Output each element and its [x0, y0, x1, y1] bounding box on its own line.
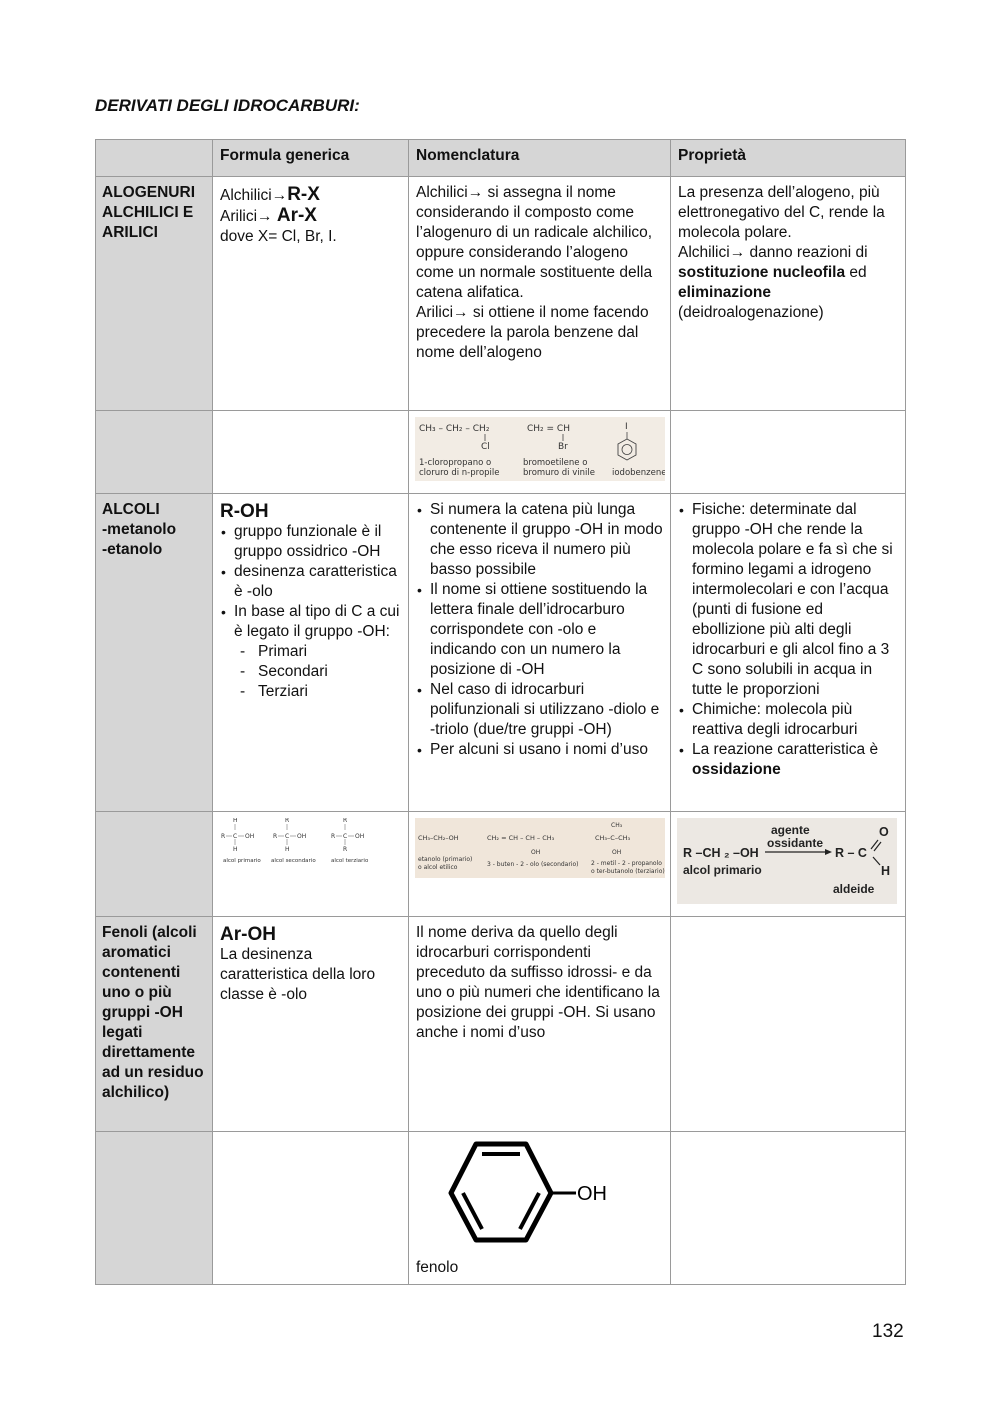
prop-alchilici-label: Alchilici	[678, 244, 730, 261]
ox-product-name: aldeide	[833, 882, 875, 896]
label-alcol-secondario: alcol secondario	[271, 858, 316, 864]
benzene-ring-icon	[451, 1144, 551, 1240]
proprieta-item: • Fisiche: determinate dal gruppo -OH che rende la molecola polare e fa sì che si formino legami a idrogeno intermolecolari e con l’acqua (punti di fusione ed ebollizione più alti degli idrocarburi e gli alcol fino a 3 C sono solubili in acqua in tutte le proporzioni	[692, 500, 898, 700]
ex-cloropropano-name1: 1-cloropropano o	[419, 458, 492, 468]
ex-metilpropanolo-top: CH₃	[611, 822, 623, 829]
alcoli-nomenclatura-image	[409, 812, 671, 917]
row-alogenuri-examples	[96, 411, 906, 494]
arilici-label: Arilici	[220, 208, 258, 225]
svg-text:C: C	[343, 833, 348, 840]
proprieta-last-text: La reazione caratteristica è	[692, 741, 879, 758]
nom-arilici-text: si ottiene il nome facendo precedere la parola benzene dal nome dell’alogeno	[416, 304, 649, 361]
formula-roh: R-OH	[220, 501, 269, 522]
alogenuri-examples-image	[409, 411, 671, 494]
formula-item: • In base al tipo di C a cui è legato il gruppo -OH:	[234, 602, 401, 642]
svg-text:H: H	[285, 846, 290, 853]
nomenclatura-item: • Il nome si ottiene sostituendo la lettera finale dell’idrocarburo corrispondete con -olo e indicando con un numero la posizione di -OH	[430, 580, 663, 680]
formula-aroh: Ar-OH	[220, 924, 276, 945]
ex-cloropropano-name2: cloruro di n-propile	[419, 468, 500, 478]
row-alcoli-examples	[96, 812, 906, 917]
tipo-primari: - Primari	[258, 642, 401, 662]
proprieta-item: • Chimiche: molecola più reattiva degli idrocarburi	[692, 700, 898, 740]
ox-reactant: R –CH ₂ –OH	[683, 846, 759, 860]
ex-bromoetilene-name2: bromuro di vinile	[523, 468, 595, 478]
formula-alogenuri	[213, 177, 409, 411]
arrow-icon: →	[271, 187, 288, 204]
svg-text:R: R	[221, 833, 226, 840]
proprieta-fenoli	[671, 917, 906, 1132]
header-proprieta: Proprietà	[671, 140, 906, 177]
nomenclatura-alogenuri	[409, 177, 671, 411]
svg-text:OH: OH	[355, 833, 365, 840]
header-empty	[96, 140, 213, 177]
formula-fenoli-text: La desinenza caratteristica della loro classe è -olo	[220, 946, 376, 1003]
nomenclatura-item: • Nel caso di idrocarburi polifunzionali si utilizzano -diolo e -triolo (due/tre gruppi -OH)	[430, 680, 663, 740]
proprieta-empty	[671, 411, 906, 494]
alcoli-structures-image	[213, 812, 409, 917]
page-title: DERIVATI DEGLI IDROCARBURI:	[95, 96, 360, 115]
ex-cloropropano-sub: Cl	[481, 442, 490, 452]
prop-sostituzione: sostituzione nucleofila	[678, 264, 846, 281]
nom-arilici-label: Arilici	[416, 304, 454, 321]
tipo-secondari: - Secondari	[258, 662, 401, 682]
svg-text:OH: OH	[297, 833, 307, 840]
proprieta-item	[692, 740, 898, 780]
svg-text:R: R	[343, 846, 348, 853]
prop-text: danno reazioni di	[745, 244, 868, 261]
ex-metilpropanolo-name1: 2 - metil - 2 - propanolo	[591, 860, 662, 867]
alcoli-ossidazione-image	[671, 812, 906, 917]
fenolo-example	[409, 1132, 671, 1285]
tipo-terziari: - Terziari	[258, 682, 401, 702]
svg-text:C: C	[285, 833, 290, 840]
nom-alchilici-text: si assegna il nome considerando il composto come l’alogenuro di un radicale alchilico, oppure considerando l’alogeno come un normale sostituente della catena alifatica.	[416, 184, 653, 301]
ossidazione-figure	[677, 818, 897, 904]
arrow-icon: →	[467, 184, 484, 201]
formula-arx: Ar-X	[276, 205, 317, 226]
row-alcoli	[96, 494, 906, 812]
nom-alchilici-label: Alchilici	[416, 184, 468, 201]
alcoli-nomenclatura-figure	[415, 818, 665, 878]
ox-product: R – C	[835, 846, 867, 860]
ex-etanolo-formula: CH₃–CH₂–OH	[418, 834, 459, 842]
formula-empty	[213, 411, 409, 494]
svg-text:OH: OH	[245, 833, 255, 840]
formula-fenoli	[213, 917, 409, 1132]
ox-reactant-name: alcol primario	[683, 863, 762, 877]
svg-text:R: R	[273, 833, 278, 840]
ex-metilpropanolo-formula: CH₃–C–CH₃	[595, 834, 631, 842]
ox-product-h: H	[881, 864, 891, 878]
fenolo-name: fenolo	[416, 1259, 459, 1276]
label-alcol-primario: alcol primario	[223, 858, 261, 864]
ex-etanolo-name1: etanolo (primario)	[418, 856, 473, 863]
nomenclatura-item: • Per alcuni si usano i nomi d’uso	[430, 740, 663, 760]
derivatives-table	[95, 139, 906, 1285]
page-number: 132	[872, 1321, 904, 1342]
header-row	[96, 140, 906, 177]
nomenclatura-alcoli	[409, 494, 671, 812]
prop-ed: ed	[845, 264, 867, 281]
ex-bromoetilene-formula: CH₂ = CH	[527, 424, 570, 434]
ex-butenolo-name: 3 - buten - 2 - olo (secondario)	[487, 861, 579, 868]
ex-iodobenzene-name: iodobenzene	[612, 468, 665, 478]
row-label-empty	[96, 411, 213, 494]
prop-eliminazione: eliminazione	[678, 284, 772, 301]
alchilici-label: Alchilici	[220, 187, 272, 204]
ex-etanolo-name2: o alcol etilico	[418, 864, 458, 871]
label-alcol-terziario: alcol terziario	[331, 858, 369, 864]
formula-dove: dove X= Cl, Br, I.	[220, 228, 337, 245]
alcoli-metanolo: -metanolo	[102, 521, 177, 538]
header-formula: Formula generica	[213, 140, 409, 177]
row-label-alcoli	[96, 494, 213, 812]
svg-text:C: C	[233, 833, 238, 840]
formula-item: • gruppo funzionale è il gruppo ossidrico -OH	[234, 522, 401, 562]
arrow-icon: →	[257, 208, 277, 225]
alogenuri-examples-figure	[415, 417, 665, 481]
fenolo-structure-figure	[416, 1138, 636, 1246]
ox-agent2: ossidante	[767, 836, 824, 850]
ox-product-o: O	[879, 825, 889, 839]
row-label-empty	[96, 1132, 213, 1285]
alcoli-structures-figure	[219, 818, 399, 868]
row-fenoli-examples	[96, 1132, 906, 1285]
formula-item: • desinenza caratteristica è -olo	[234, 562, 401, 602]
alcoli-name: ALCOLI	[102, 501, 160, 518]
nomenclatura-fenoli: Il nome deriva da quello degli idrocarburi corrispondenti preceduto da suffisso idrossi- e da uno o più numeri che identificano la posizione dei gruppi -OH. Si usano anche i nomi d’uso	[409, 917, 671, 1132]
proprieta-alogenuri	[671, 177, 906, 411]
row-fenoli	[96, 917, 906, 1132]
formula-rx: R-X	[287, 184, 320, 205]
row-label-fenoli: Fenoli (alcoli aromatici contenenti uno o più gruppi -OH legati direttamente ad un residuo alchilico)	[96, 917, 213, 1132]
arrow-icon: →	[453, 304, 469, 321]
formula-alcoli	[213, 494, 409, 812]
arrow-icon: →	[729, 244, 746, 261]
nomenclatura-item: • Si numera la catena più lunga contenente il gruppo -OH in modo che esso riceva il numero più basso possibile	[430, 500, 663, 580]
row-label-alogenuri: ALOGENURI ALCHILICI E ARILICI	[96, 177, 213, 411]
ex-metilpropanolo-name2: o ter-butanolo (terziario)	[591, 868, 665, 875]
alcoli-etanolo: -etanolo	[102, 541, 163, 558]
ex-cloropropano-formula: CH₃ – CH₂ – CH₂	[419, 424, 490, 434]
prop-deidro: (deidroalogenazione)	[678, 304, 824, 321]
proprieta-empty	[671, 1132, 906, 1285]
ex-bromoetilene-sub: Br	[558, 442, 568, 452]
svg-text:H: H	[233, 846, 238, 853]
svg-text:R: R	[343, 818, 348, 824]
svg-text:R: R	[285, 818, 290, 824]
ex-metilpropanolo-sub: OH	[612, 849, 622, 856]
row-label-empty	[96, 812, 213, 917]
svg-text:R: R	[331, 833, 336, 840]
ex-butenolo-sub: OH	[531, 849, 541, 856]
svg-text:H: H	[233, 818, 238, 824]
header-nomenclatura: Nomenclatura	[409, 140, 671, 177]
ex-iodobenzene-sub: I	[625, 422, 628, 432]
ex-bromoetilene-name1: bromoetilene o	[523, 458, 588, 468]
ex-butenolo-formula: CH₂ = CH – CH – CH₃	[487, 834, 555, 842]
prop-polarita: La presenza dell’alogeno, più elettronegativo del C, rende la molecola polare.	[678, 184, 885, 241]
proprieta-alcoli	[671, 494, 906, 812]
ox-agent1: agente	[771, 823, 810, 837]
proprieta-ossidazione: ossidazione	[692, 761, 781, 778]
fenolo-oh: OH	[577, 1183, 607, 1205]
row-alogenuri	[96, 177, 906, 411]
formula-empty	[213, 1132, 409, 1285]
